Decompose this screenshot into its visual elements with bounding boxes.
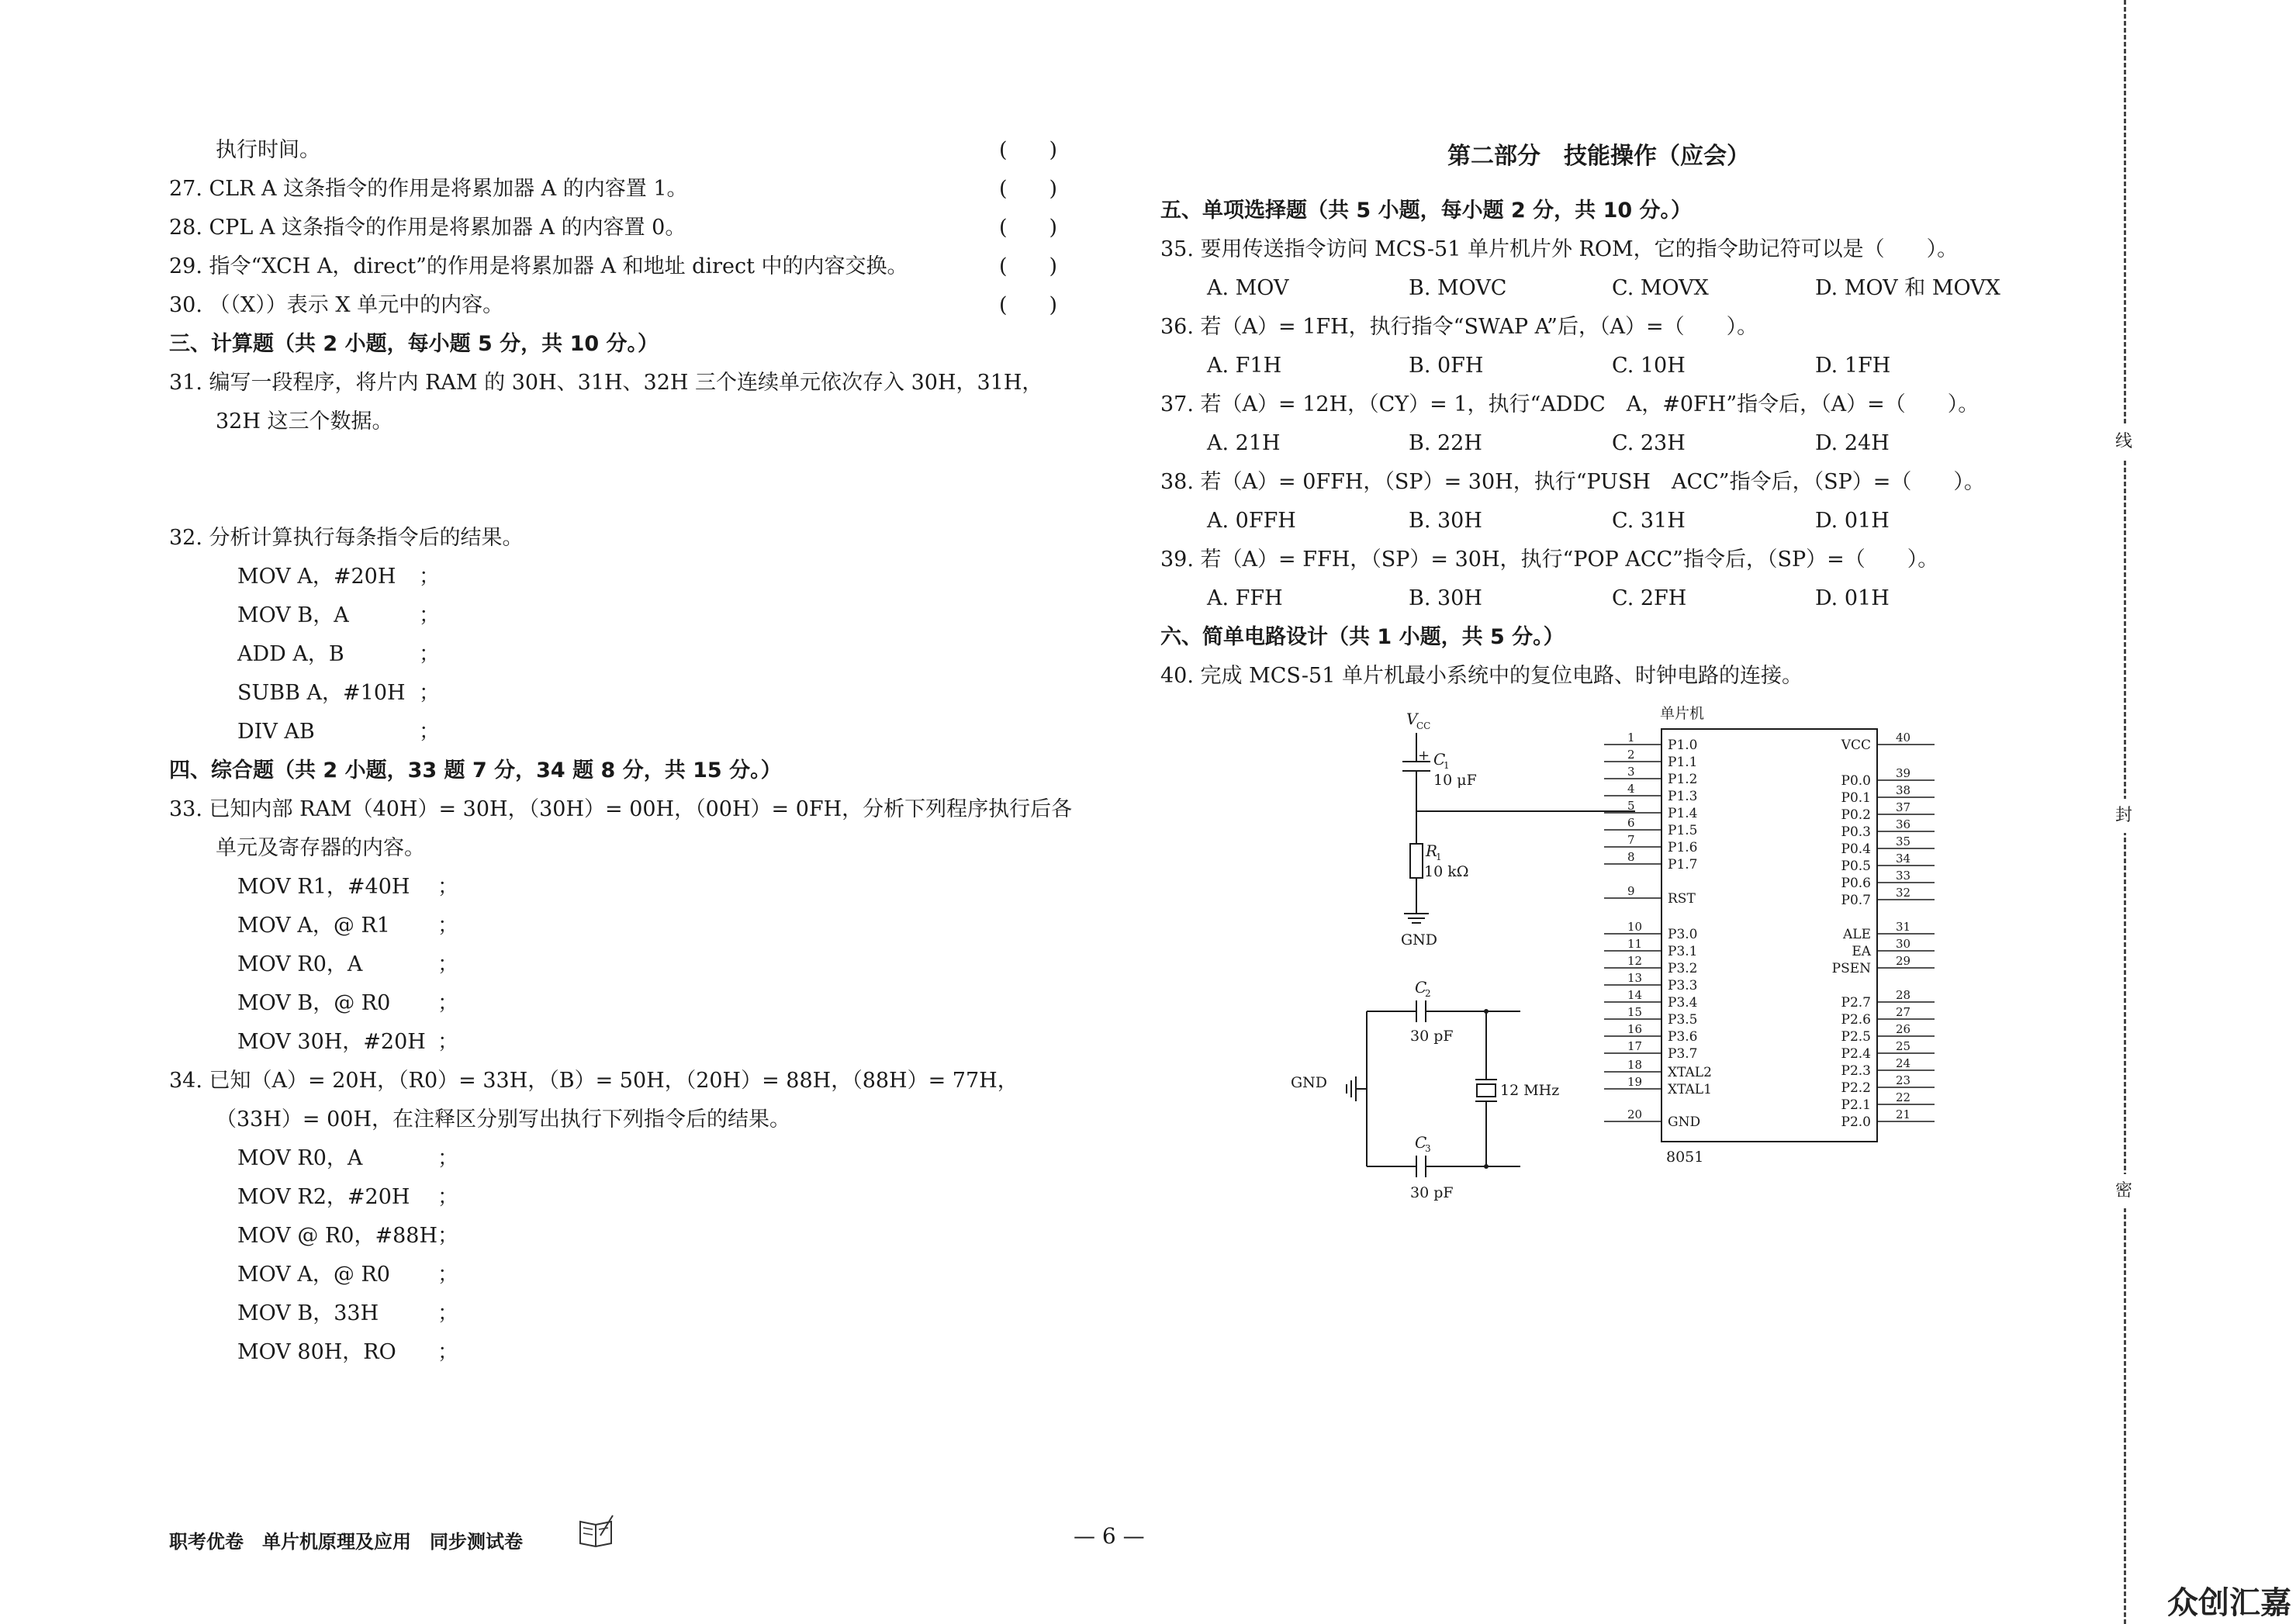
pin-name: P3.2 <box>1668 961 1698 976</box>
pin-name: P2.6 <box>1841 1012 1871 1028</box>
option: B. 30H <box>1409 509 1482 533</box>
option: B. 30H <box>1409 586 1482 610</box>
pin-name: P1.6 <box>1668 840 1698 855</box>
option: D. 01H <box>1815 509 1890 533</box>
c3-label: C <box>1415 1133 1427 1152</box>
option: D. 01H <box>1815 586 1890 610</box>
crystal-value: 12 MHz <box>1500 1082 1560 1099</box>
code-line: MOV R0，A <box>237 952 363 976</box>
semicolon: ； <box>437 1030 458 1054</box>
c2-value: 30 pF <box>1410 1028 1454 1045</box>
vcc-sub-label: CC <box>1416 720 1431 731</box>
pin-number: 11 <box>1627 937 1643 951</box>
pin-name: VCC <box>1841 738 1871 753</box>
pin-name: P3.7 <box>1668 1046 1698 1062</box>
code-line: MOV R1，#40H <box>237 875 410 899</box>
c1-plus-label: + <box>1418 748 1430 764</box>
pin-number: 4 <box>1627 782 1635 796</box>
semicolon: ； <box>437 875 458 899</box>
code-line: DIV AB <box>237 720 315 744</box>
pin-name: P2.1 <box>1841 1097 1871 1113</box>
pin-name: P3.6 <box>1668 1029 1698 1045</box>
section-3-heading: 三、计算题（共 2 小题，每小题 5 分，共 10 分。） <box>169 332 659 356</box>
pin-name: XTAL1 <box>1668 1082 1712 1097</box>
q26-continuation: 执行时间。 <box>216 138 320 162</box>
pin-name: GND <box>1668 1114 1701 1130</box>
code-line: MOV A，#20H <box>237 565 396 589</box>
option: A. FFH <box>1207 586 1283 610</box>
option: C. MOVX <box>1612 276 1709 300</box>
pin-name: P0.5 <box>1841 859 1871 874</box>
q27: 27. CLR A 这条指令的作用是将累加器 A 的内容置 1。 <box>169 177 688 201</box>
q28: 28. CPL A 这条指令的作用是将累加器 A 的内容置 0。 <box>169 216 686 240</box>
pin-number: 39 <box>1896 766 1911 780</box>
pin-name: EA <box>1852 944 1871 959</box>
code-line: MOV R0，A <box>237 1146 363 1170</box>
option: A. 21H <box>1207 431 1281 455</box>
pin-name: P3.5 <box>1668 1012 1698 1028</box>
code-line: MOV 80H，RO <box>237 1340 396 1364</box>
r1-label: R <box>1426 841 1438 860</box>
pin-name: P2.7 <box>1841 995 1871 1011</box>
circuit-diagram <box>1272 694 1970 1206</box>
pin-number: 37 <box>1896 800 1911 814</box>
pin-number: 8 <box>1627 850 1635 864</box>
pin-name: P0.6 <box>1841 876 1871 891</box>
answer-paren: ( ) <box>999 216 1058 240</box>
answer-paren: ( ) <box>999 254 1058 278</box>
option: B. MOVC <box>1409 276 1507 300</box>
code-line: ADD A，B <box>237 642 344 666</box>
pin-number: 12 <box>1627 954 1643 968</box>
pin-number: 17 <box>1627 1039 1643 1053</box>
semicolon: ； <box>437 1301 458 1325</box>
semicolon: ； <box>419 720 440 744</box>
margin-label-bottom: 密 <box>2107 1174 2141 1208</box>
pin-name: P1.4 <box>1668 806 1698 821</box>
pin-name: P1.2 <box>1668 772 1698 787</box>
pin-number: 36 <box>1896 817 1911 831</box>
code-line: MOV B，33H <box>237 1301 379 1325</box>
pin-number: 1 <box>1627 731 1635 745</box>
option: C. 23H <box>1612 431 1686 455</box>
pin-number: 29 <box>1896 954 1911 968</box>
pin-name: P3.0 <box>1668 927 1698 942</box>
c1-sub-label: 1 <box>1444 760 1450 771</box>
chip-part-name: 8051 <box>1666 1149 1704 1166</box>
pin-name: P1.0 <box>1668 738 1698 753</box>
pin-number: 32 <box>1896 886 1911 900</box>
pin-number: 23 <box>1896 1073 1911 1087</box>
pin-name: P0.0 <box>1841 773 1871 789</box>
pin-number: 30 <box>1896 937 1911 951</box>
pin-number: 6 <box>1627 816 1635 830</box>
pin-name: P1.7 <box>1668 857 1698 872</box>
semicolon: ； <box>419 565 440 589</box>
q36: 36. 若（A）= 1FH，执行指令“SWAP A”后，（A）=（ ）。 <box>1160 315 1758 339</box>
answer-paren: ( ) <box>999 138 1058 162</box>
c3-sub-label: 3 <box>1425 1143 1431 1154</box>
section-6-heading: 六、简单电路设计（共 1 小题，共 5 分。） <box>1160 625 1565 649</box>
q40: 40. 完成 MCS-51 单片机最小系统中的复位电路、时钟电路的连接。 <box>1160 664 1803 688</box>
q30: 30. （（X））表示 X 单元中的内容。 <box>169 293 504 317</box>
code-line: MOV A，@ R0 <box>237 1263 390 1287</box>
pin-number: 14 <box>1627 988 1643 1002</box>
q33-line1: 33. 已知内部 RAM（40H）= 30H，（30H）= 00H，（00H）= 0FH，分析下列程序执行后各 <box>169 797 1073 821</box>
r1-value: 10 kΩ <box>1424 863 1469 880</box>
pin-number: 34 <box>1896 852 1911 866</box>
semicolon: ； <box>437 1185 458 1209</box>
c2-label: C <box>1415 978 1427 997</box>
pin-number: 16 <box>1627 1022 1643 1036</box>
option: B. 22H <box>1409 431 1482 455</box>
code-line: SUBB A，#10H <box>237 681 406 705</box>
q32: 32. 分析计算执行每条指令后的结果。 <box>169 526 524 550</box>
code-line: MOV A，@ R1 <box>237 914 390 938</box>
pin-name: RST <box>1668 891 1696 907</box>
page-number: — 6 — <box>1074 1523 1145 1549</box>
code-line: MOV @ R0，#88H <box>237 1224 438 1248</box>
semicolon: ； <box>437 991 458 1015</box>
pin-number: 7 <box>1627 833 1635 847</box>
pin-name: P0.7 <box>1841 893 1871 908</box>
option: C. 10H <box>1612 354 1686 378</box>
section-5-heading: 五、单项选择题（共 5 小题，每小题 2 分，共 10 分。） <box>1160 199 1693 223</box>
pin-number: 25 <box>1896 1039 1911 1053</box>
pin-number: 21 <box>1896 1107 1911 1121</box>
part-two-title: 第二部分 技能操作（应会） <box>1447 143 1750 170</box>
pin-number: 20 <box>1627 1107 1643 1121</box>
answer-paren: ( ) <box>999 177 1058 201</box>
pin-number: 22 <box>1896 1090 1911 1104</box>
pin-number: 35 <box>1896 834 1911 848</box>
pin-number: 18 <box>1627 1058 1643 1072</box>
watermark-logo: 众创汇嘉 <box>2167 1585 2291 1621</box>
semicolon: ； <box>437 952 458 976</box>
pin-name: P0.2 <box>1841 807 1871 823</box>
pin-number: 19 <box>1627 1075 1643 1089</box>
section-4-heading: 四、综合题（共 2 小题，33 题 7 分，34 题 8 分，共 15 分。） <box>169 758 782 783</box>
answer-paren: ( ) <box>999 293 1058 317</box>
margin-label-top: 线 <box>2107 425 2141 459</box>
footer-book-title: 职考优卷 单片机原理及应用 同步测试卷 <box>169 1531 523 1553</box>
code-line: MOV R2，#20H <box>237 1185 410 1209</box>
pin-number: 38 <box>1896 783 1911 797</box>
q34-line2: （33H）= 00H，在注释区分别写出执行下列指令后的结果。 <box>216 1107 791 1132</box>
semicolon: ； <box>437 914 458 938</box>
semicolon: ； <box>437 1263 458 1287</box>
chip-title: 单片机 <box>1660 705 1705 722</box>
pin-name: ALE <box>1843 927 1871 942</box>
gnd-label: GND <box>1291 1074 1328 1091</box>
option: A. MOV <box>1207 276 1289 300</box>
r1-sub-label: 1 <box>1436 852 1442 862</box>
pin-number: 5 <box>1627 799 1635 813</box>
option: A. F1H <box>1207 354 1282 378</box>
pin-number: 2 <box>1627 748 1635 762</box>
option: D. 1FH <box>1815 354 1891 378</box>
margin-label-middle: 封 <box>2107 799 2141 833</box>
c1-value: 10 μF <box>1433 772 1477 789</box>
pin-name: P1.3 <box>1668 789 1698 804</box>
code-line: MOV B，A <box>237 603 349 627</box>
vcc-label: V <box>1406 710 1418 728</box>
gnd-label: GND <box>1401 931 1438 948</box>
code-line: MOV 30H，#20H <box>237 1030 426 1054</box>
semicolon: ； <box>419 681 440 705</box>
pin-name: P3.3 <box>1668 978 1698 993</box>
option: D. MOV 和 MOVX <box>1815 276 2000 300</box>
option: A. 0FFH <box>1207 509 1296 533</box>
pin-number: 26 <box>1896 1022 1911 1036</box>
option: C. 2FH <box>1612 586 1687 610</box>
pin-number: 31 <box>1896 920 1911 934</box>
c2-sub-label: 2 <box>1425 988 1431 999</box>
pin-name: P3.1 <box>1668 944 1698 959</box>
pin-name: P1.1 <box>1668 755 1698 770</box>
pin-number: 28 <box>1896 988 1911 1002</box>
c3-value: 30 pF <box>1410 1184 1454 1201</box>
pin-name: PSEN <box>1831 961 1871 976</box>
pin-number: 3 <box>1627 765 1635 779</box>
q29: 29. 指令“XCH A，direct”的作用是将累加器 A 和地址 direct 中的内容交换。 <box>169 254 908 278</box>
open-book-icon <box>577 1512 617 1548</box>
q33-line2: 单元及寄存器的内容。 <box>216 836 425 860</box>
semicolon: ； <box>437 1146 458 1170</box>
q31-line1: 31. 编写一段程序，将片内 RAM 的 30H、31H、32H 三个连续单元依次存入 30H，31H， <box>169 371 1043 395</box>
semicolon: ； <box>419 603 440 627</box>
semicolon: ； <box>419 642 440 666</box>
option: D. 24H <box>1815 431 1890 455</box>
option: B. 0FH <box>1409 354 1484 378</box>
pin-name: P1.5 <box>1668 823 1698 838</box>
q31-line2: 32H 这三个数据。 <box>216 409 393 434</box>
pin-number: 9 <box>1627 884 1635 898</box>
pin-number: 40 <box>1896 731 1911 745</box>
pin-name: P3.4 <box>1668 995 1698 1011</box>
pin-name: P2.5 <box>1841 1029 1871 1045</box>
q35: 35. 要用传送指令访问 MCS-51 单片机片外 ROM，它的指令助记符可以是（ ）。 <box>1160 237 1959 261</box>
pin-name: P0.4 <box>1841 841 1871 857</box>
pin-name: P2.2 <box>1841 1080 1871 1096</box>
option: C. 31H <box>1612 509 1686 533</box>
pin-number: 13 <box>1627 971 1643 985</box>
semicolon: ； <box>437 1340 458 1364</box>
pin-number: 15 <box>1627 1005 1643 1019</box>
q34-line1: 34. 已知（A）= 20H，（R0）= 33H，（B）= 50H，（20H）= 88H，（88H）= 77H， <box>169 1069 1018 1093</box>
c1-label: C <box>1433 750 1446 769</box>
pin-name: XTAL2 <box>1668 1065 1712 1080</box>
semicolon: ； <box>437 1224 458 1248</box>
code-line: MOV B，@ R0 <box>237 991 391 1015</box>
pin-name: P0.1 <box>1841 790 1871 806</box>
pin-name: P2.4 <box>1841 1046 1871 1062</box>
pin-number: 24 <box>1896 1056 1911 1070</box>
q38: 38. 若（A）= 0FFH，（SP）= 30H，执行“PUSH ACC”指令后，（SP）=（ ）。 <box>1160 470 1985 494</box>
pin-number: 27 <box>1896 1005 1911 1019</box>
pin-number: 33 <box>1896 869 1911 883</box>
q37: 37. 若（A）= 12H，（CY）= 1，执行“ADDC A，#0FH”指令后，（A）=（ ）。 <box>1160 392 1980 416</box>
pin-number: 10 <box>1627 920 1643 934</box>
pin-name: P2.0 <box>1841 1114 1871 1130</box>
pin-name: P0.3 <box>1841 824 1871 840</box>
pin-name: P2.3 <box>1841 1063 1871 1079</box>
q39: 39. 若（A）= FFH，（SP）= 30H，执行“POP ACC”指令后，（SP）=（ ）。 <box>1160 548 1939 572</box>
